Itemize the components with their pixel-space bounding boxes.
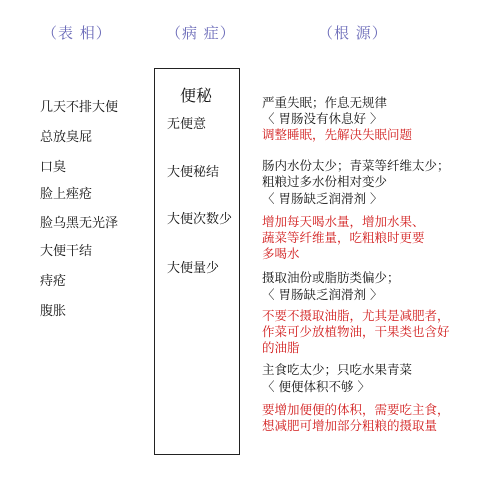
symptom-item: 痔疮 (40, 274, 67, 289)
advice-line: 多喝水 (262, 246, 300, 261)
cause-line: 主食吃太少；只吃水果青菜 (262, 362, 413, 377)
advice-line: 的油脂 (262, 340, 300, 355)
disease-item: 大便次数少 (167, 212, 233, 227)
advice-line: 想减肥可增加部分粗粮的摄取量 (262, 418, 438, 433)
cause-line: 〈 胃肠缺乏润滑剂 〉 (262, 287, 383, 302)
cause-line: 〈 胃肠没有休息好 〉 (262, 111, 383, 126)
header-symptom: （表 相） (42, 24, 112, 42)
disease-item: 无便意 (167, 117, 207, 132)
symptom-item: 脸乌黑无光泽 (40, 216, 119, 231)
advice-line: 增加每天喝水量，增加水果、 (262, 214, 425, 229)
symptom-item: 口臭 (40, 160, 67, 175)
advice-line: 蔬菜等纤维量，吃粗粮时更要 (262, 230, 425, 245)
cause-line: 粗粮过多水份相对变少 (262, 174, 388, 189)
header-disease: （病 症） (166, 24, 236, 42)
advice-line: 调整睡眠，先解决失眠问题 (262, 127, 413, 142)
advice-line: 作菜可少放植物油，干果类也含好 (262, 324, 450, 339)
disease-item: 大便量少 (167, 261, 220, 276)
symptom-item: 脸上痤疮 (40, 187, 93, 202)
disease-item: 大便秘结 (167, 165, 220, 180)
cause-line: 严重失眠；作息无规律 (262, 95, 388, 110)
symptom-item: 总放臭屁 (40, 130, 93, 145)
cause-line: 〈 胃肠缺乏润滑剂 〉 (262, 191, 383, 206)
symptom-item: 几天不排大便 (40, 100, 119, 115)
cause-line: 〈 便便体积不够 〉 (262, 379, 370, 394)
advice-line: 要增加便便的体积，需要吃主食， (262, 402, 450, 417)
header-root: （根 源） (318, 24, 388, 42)
symptom-item: 大便干结 (40, 244, 93, 259)
symptom-item: 腹胀 (40, 304, 67, 319)
disease-title: 便秘 (180, 86, 213, 105)
cause-line: 肠内水份太少；青菜等纤维太少； (262, 158, 450, 173)
advice-line: 不要不摄取油脂，尤其是减肥者， (262, 308, 450, 323)
cause-line: 摄取油份或脂肪类偏少； (262, 270, 400, 285)
